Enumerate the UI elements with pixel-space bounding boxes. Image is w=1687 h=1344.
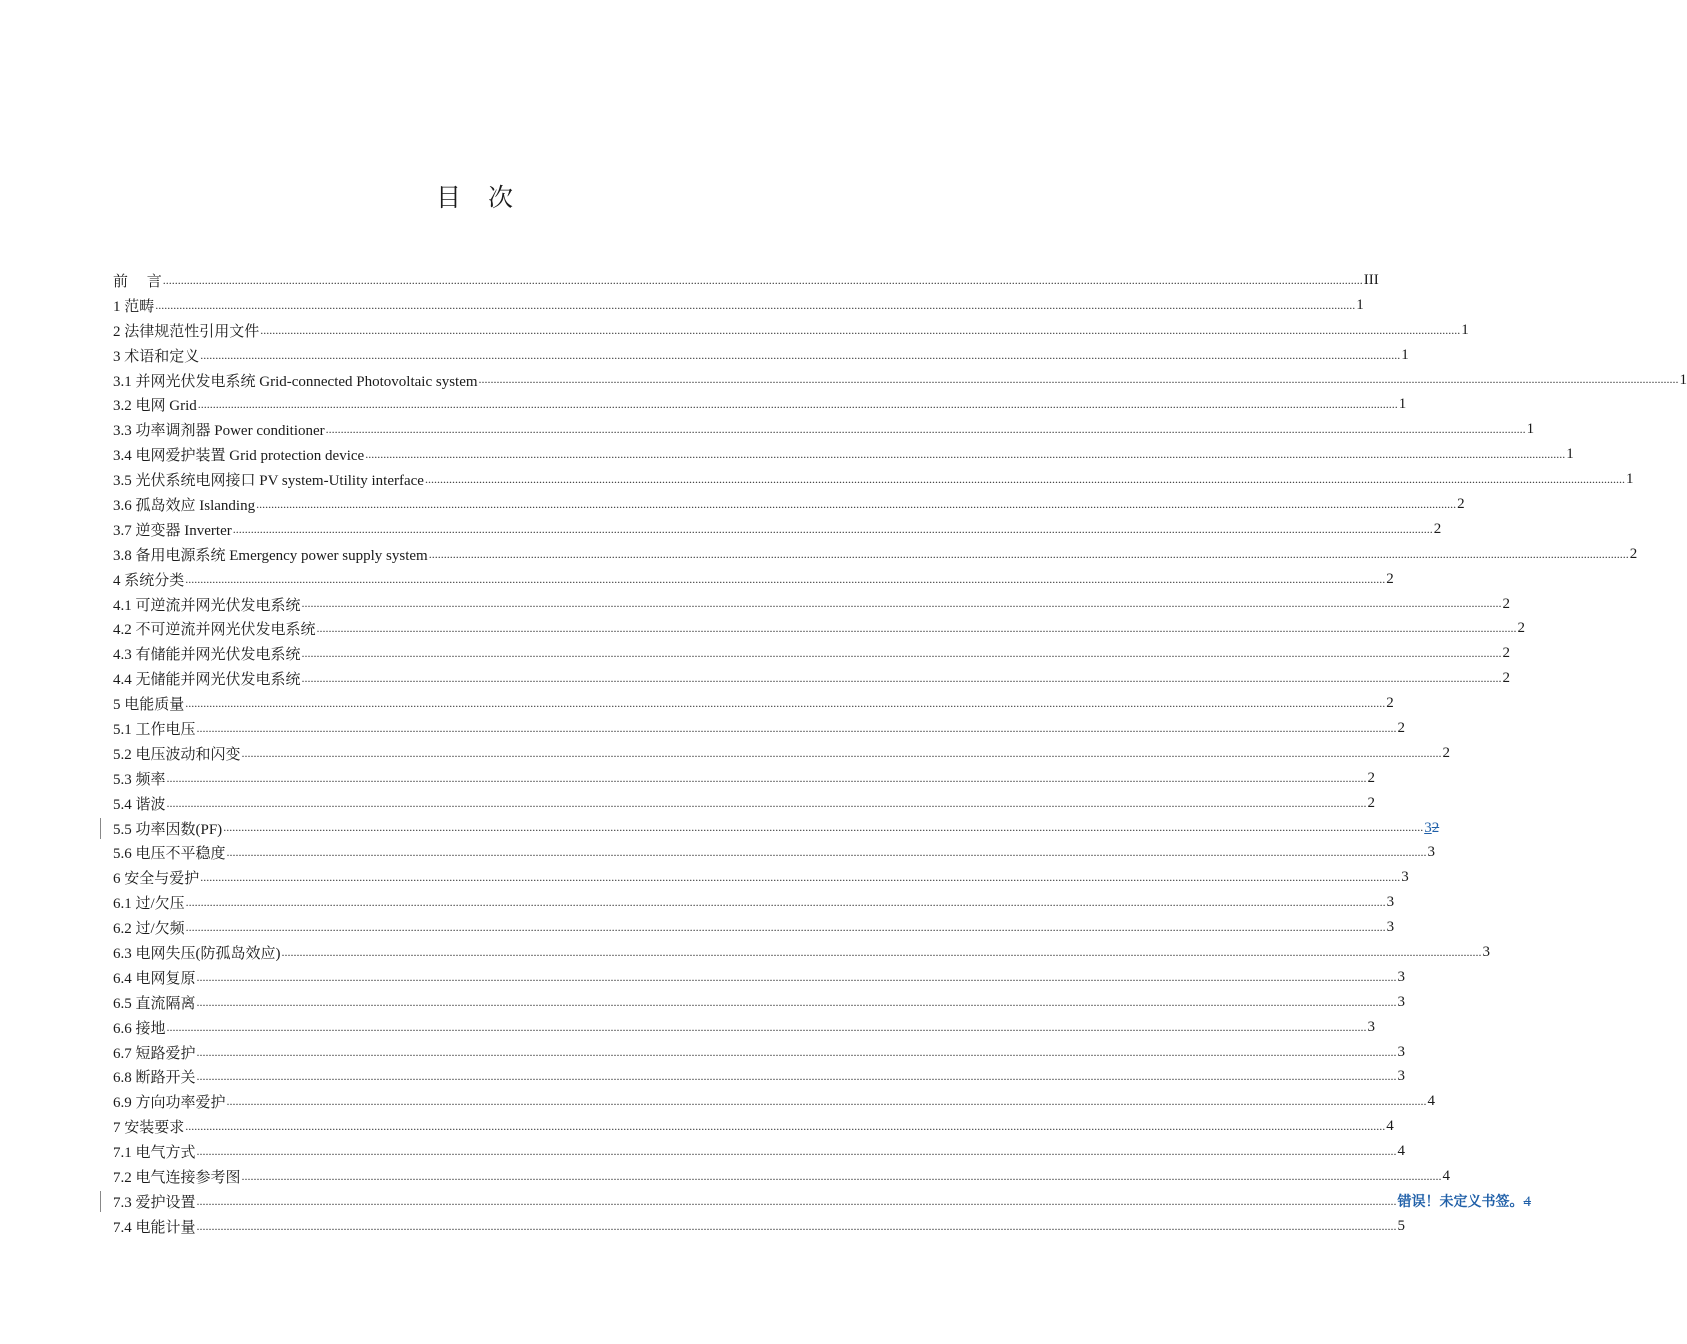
toc-entry[interactable] — [113, 716, 1406, 741]
toc-entry[interactable] — [113, 741, 1451, 766]
toc-entry[interactable] — [113, 517, 1442, 542]
toc-entry-label: 2 法律规范性引用文件 — [113, 323, 260, 340]
toc-entry[interactable] — [113, 542, 1638, 567]
dot-leader: ................................................................................................................................................................................................................................................................................................................................................................................................................ — [200, 347, 1401, 362]
toc-entry-page: 3 — [1397, 1043, 1406, 1060]
toc-entry-page: 2 — [1502, 670, 1511, 687]
toc-entry-page: 1 — [1461, 321, 1469, 338]
inserted-page-number: 3 — [1424, 819, 1432, 836]
dot-leader: ................................................................................................................................................................................................................................................................................................................................................................................................................ — [424, 472, 1625, 487]
toc-entry-label: 7 安装要求 — [113, 1120, 185, 1137]
toc-entry-label: 6.1 过/欠压 — [113, 896, 185, 913]
toc-entry[interactable] — [113, 492, 1465, 517]
toc-entry[interactable] — [113, 990, 1406, 1015]
toc-entry-label: 7.2 电气连接参考图 — [113, 1170, 241, 1186]
toc-entry[interactable] — [113, 1040, 1406, 1065]
toc-entry-page: 1 — [1566, 446, 1574, 463]
toc-entry[interactable] — [113, 641, 1511, 666]
toc-entry-label: 6.5 直流隔离 — [113, 995, 196, 1012]
toc-entry[interactable] — [113, 816, 1440, 841]
toc-entry[interactable] — [113, 766, 1376, 791]
toc-entry[interactable] — [113, 318, 1469, 343]
dot-leader: ................................................................................................................................................................................................................................................................................................................................................................................................................ — [155, 297, 1356, 312]
toc-entry-page: 3 — [1386, 894, 1395, 911]
toc-entry[interactable] — [113, 1139, 1406, 1164]
toc-entry[interactable] — [113, 791, 1376, 816]
toc-entry[interactable] — [113, 616, 1526, 641]
toc-entry-label: 前 言 — [113, 273, 162, 290]
dot-leader: ................................................................................................................................................................................................................................................................................................................................................................................................................ — [185, 895, 1386, 910]
toc-entry[interactable] — [113, 1065, 1406, 1090]
toc-entry-page: 1 — [1356, 296, 1364, 313]
toc-entry-label: 6.4 电网复原 — [113, 970, 196, 987]
dot-leader: ................................................................................................................................................................................................................................................................................................................................................................................................................ — [232, 521, 1433, 536]
toc-entry-page: 3 — [1397, 993, 1406, 1010]
toc-entry-page: 2 — [1629, 545, 1638, 562]
toc-entry-page: 4 — [1386, 1118, 1394, 1135]
toc-entry-label: 5.5 功率因数(PF) — [113, 821, 223, 838]
dot-leader: ................................................................................................................................................................................................................................................................................................................................................................................................................ — [301, 596, 1502, 611]
dot-leader: ................................................................................................................................................................................................................................................................................................................................................................................................................ — [166, 770, 1367, 785]
toc-entry-label: 3.1 并网光伏发电系统 Grid-connected Photovoltaic system — [113, 373, 478, 390]
dot-leader: ................................................................................................................................................................................................................................................................................................................................................................................................................ — [196, 1218, 1397, 1233]
toc-entry[interactable] — [113, 1015, 1376, 1040]
toc-entry-label: 3.2 电网 Grid — [113, 398, 197, 415]
dot-leader: ................................................................................................................................................................................................................................................................................................................................................................................................................ — [241, 745, 1442, 760]
toc-entry-label: 3.5 光伏系统电网接口 PV system-Utility interface — [113, 473, 424, 490]
dot-leader: ................................................................................................................................................................................................................................................................................................................................................................................................................ — [256, 496, 1457, 511]
toc-entry-label: 5 电能质量 — [113, 697, 185, 714]
toc-entry-label: 5.2 电压波动和闪变 — [113, 746, 241, 763]
dot-leader: ................................................................................................................................................................................................................................................................................................................................................................................................................ — [301, 671, 1502, 686]
toc-entry-label: 6.3 电网失压(防孤岛效应) — [113, 945, 281, 962]
toc-entry-page: 2 — [1386, 695, 1394, 712]
toc-entry-label: 5.4 谐波 — [113, 796, 166, 813]
toc-entry-page: 3 — [1397, 968, 1406, 985]
deleted-page-number: 2 — [1431, 819, 1440, 836]
deleted-page-number: 4 — [1523, 1194, 1532, 1211]
dot-leader: ................................................................................................................................................................................................................................................................................................................................................................................................................ — [197, 397, 1398, 412]
dot-leader: ................................................................................................................................................................................................................................................................................................................................................................................................................ — [196, 720, 1397, 735]
revision-bar — [100, 818, 101, 839]
dot-leader: ................................................................................................................................................................................................................................................................................................................................................................................................................ — [196, 1144, 1397, 1159]
dot-leader: ................................................................................................................................................................................................................................................................................................................................................................................................................ — [325, 422, 1526, 437]
toc-entry-label: 3 术语和定义 — [113, 348, 200, 365]
toc-entry-label: 5.6 电压不平稳度 — [113, 846, 226, 863]
toc-entry-label: 3.3 功率调剂器 Power conditioner — [113, 423, 325, 440]
toc-entry[interactable] — [113, 567, 1394, 592]
toc-entry-label: 7.4 电能计量 — [113, 1219, 196, 1236]
toc-entry[interactable] — [113, 392, 1407, 417]
toc-entry-label: 5.1 工作电压 — [113, 721, 196, 738]
toc-entry-label: 7.3 爱护设置 — [113, 1194, 196, 1211]
dot-leader: ................................................................................................................................................................................................................................................................................................................................................................................................................ — [316, 621, 1517, 636]
toc-entry-page — [1398, 1191, 1532, 1211]
toc-entry-label: 4.3 有储能并网光伏发电系统 — [113, 647, 301, 664]
dot-leader: ................................................................................................................................................................................................................................................................................................................................................................................................................ — [196, 1069, 1397, 1084]
dot-leader: ................................................................................................................................................................................................................................................................................................................................................................................................................ — [196, 994, 1397, 1009]
toc-entry-page: 2 — [1442, 744, 1451, 761]
toc-entry-page: 3 — [1427, 844, 1436, 861]
toc-entry-label: 7.1 电气方式 — [113, 1145, 196, 1162]
dot-leader: ................................................................................................................................................................................................................................................................................................................................................................................................................ — [200, 870, 1401, 885]
dot-leader: ................................................................................................................................................................................................................................................................................................................................................................................................................ — [196, 1193, 1397, 1208]
toc-entry-page: 4 — [1397, 1143, 1406, 1160]
toc-entry[interactable] — [113, 940, 1490, 965]
toc-entry-page: 2 — [1457, 495, 1465, 512]
dot-leader: ................................................................................................................................................................................................................................................................................................................................................................................................................ — [301, 646, 1502, 661]
toc-entry[interactable] — [113, 592, 1511, 617]
toc-entry-label: 6.7 短路爱护 — [113, 1045, 196, 1062]
toc-entry-page: 1 — [1526, 421, 1535, 438]
dot-leader: ................................................................................................................................................................................................................................................................................................................................................................................................................ — [241, 1168, 1442, 1183]
toc-entry-page: 2 — [1397, 719, 1406, 736]
dot-leader: ................................................................................................................................................................................................................................................................................................................................................................................................................ — [365, 447, 1566, 462]
dot-leader: ................................................................................................................................................................................................................................................................................................................................................................................................................ — [196, 969, 1397, 984]
toc-entry-label: 1 范畴 — [113, 298, 155, 315]
dot-leader: ................................................................................................................................................................................................................................................................................................................................................................................................................ — [185, 1119, 1386, 1134]
toc-entry-page: 3 — [1401, 869, 1409, 886]
bookmark-error-text: 错误！未定义书签。 — [1397, 1194, 1524, 1211]
dot-leader: ................................................................................................................................................................................................................................................................................................................................................................................................................ — [281, 944, 1482, 959]
toc-entry[interactable] — [113, 467, 1634, 492]
toc-entry-page: 3 — [1397, 1068, 1406, 1085]
toc-entry-label: 3.6 孤岛效应 Islanding — [113, 497, 256, 514]
toc-entry[interactable] — [113, 666, 1511, 691]
table-of-contents — [113, 268, 1687, 1239]
toc-entry-page: 3 — [1367, 1018, 1376, 1035]
toc-entry-label: 4.2 不可逆流并网光伏发电系统 — [113, 622, 316, 639]
toc-entry-label: 6 安全与爱护 — [113, 871, 200, 888]
dot-leader: ................................................................................................................................................................................................................................................................................................................................................................................................................ — [185, 696, 1386, 711]
toc-entry[interactable] — [113, 865, 1409, 890]
dot-leader: ................................................................................................................................................................................................................................................................................................................................................................................................................ — [223, 820, 1424, 835]
toc-entry[interactable] — [113, 1189, 1532, 1214]
toc-entry-page: 2 — [1502, 595, 1511, 612]
toc-entry-label: 6.2 过/欠频 — [113, 921, 185, 938]
toc-entry-label: 3.7 逆变器 Inverter — [113, 522, 232, 539]
dot-leader: ................................................................................................................................................................................................................................................................................................................................................................................................................ — [185, 571, 1386, 586]
toc-entry-page: 1 — [1398, 396, 1407, 413]
toc-entry-page: 2 — [1367, 769, 1376, 786]
dot-leader: ................................................................................................................................................................................................................................................................................................................................................................................................................ — [166, 795, 1367, 810]
dot-leader: ................................................................................................................................................................................................................................................................................................................................................................................................................ — [226, 845, 1427, 860]
dot-leader: ................................................................................................................................................................................................................................................................................................................................................................................................................ — [428, 546, 1629, 561]
dot-leader: ................................................................................................................................................................................................................................................................................................................................................................................................................ — [478, 372, 1679, 387]
page-title: 目 次 — [435, 183, 514, 212]
toc-entry[interactable] — [113, 1164, 1451, 1189]
toc-entry-label: 5.3 频率 — [113, 771, 166, 788]
dot-leader: ................................................................................................................................................................................................................................................................................................................................................................................................................ — [226, 1094, 1427, 1109]
toc-entry-label: 4.1 可逆流并网光伏发电系统 — [113, 597, 301, 614]
toc-entry[interactable] — [113, 343, 1409, 368]
dot-leader: ................................................................................................................................................................................................................................................................................................................................................................................................................ — [196, 1044, 1397, 1059]
toc-entry[interactable] — [113, 268, 1379, 293]
toc-entry-label: 4 系统分类 — [113, 572, 185, 589]
toc-entry-page: 4 — [1427, 1093, 1436, 1110]
dot-leader: ................................................................................................................................................................................................................................................................................................................................................................................................................ — [166, 1019, 1367, 1034]
toc-entry-page: 2 — [1386, 570, 1394, 587]
toc-entry-page: 5 — [1397, 1217, 1406, 1234]
toc-entry[interactable] — [113, 840, 1436, 865]
toc-entry-page — [1424, 820, 1439, 837]
toc-entry-label: 6.8 断路开关 — [113, 1070, 196, 1087]
toc-entry-label: 3.4 电网爱护装置 Grid protection device — [113, 448, 365, 465]
toc-entry[interactable] — [113, 417, 1535, 442]
dot-leader: ................................................................................................................................................................................................................................................................................................................................................................................................................ — [162, 272, 1363, 287]
toc-entry-label: 3.8 备用电源系统 Emergency power supply system — [113, 547, 428, 564]
toc-entry[interactable] — [113, 442, 1574, 467]
toc-entry-page: III — [1363, 271, 1379, 288]
toc-entry-label: 4.4 无储能并网光伏发电系统 — [113, 672, 301, 689]
toc-entry[interactable] — [113, 1089, 1436, 1114]
toc-entry[interactable] — [113, 965, 1406, 990]
toc-entry-page: 1 — [1625, 471, 1634, 488]
toc-entry[interactable] — [113, 691, 1394, 716]
toc-entry-page: 2 — [1502, 645, 1511, 662]
toc-entry-page: 1 — [1679, 371, 1687, 388]
revision-bar — [100, 1191, 101, 1212]
dot-leader: ................................................................................................................................................................................................................................................................................................................................................................................................................ — [260, 322, 1461, 337]
toc-entry[interactable] — [113, 293, 1364, 318]
toc-entry-page: 3 — [1482, 943, 1490, 960]
toc-entry-label: 6.9 方向功率爱护 — [113, 1095, 226, 1112]
toc-entry-label: 6.6 接地 — [113, 1020, 166, 1037]
toc-entry-page: 2 — [1367, 794, 1376, 811]
toc-entry-page: 1 — [1401, 346, 1409, 363]
toc-entry-page: 3 — [1386, 919, 1395, 936]
toc-entry-page: 4 — [1442, 1168, 1451, 1184]
toc-entry[interactable] — [113, 368, 1687, 393]
toc-entry[interactable] — [113, 890, 1395, 915]
dot-leader: ................................................................................................................................................................................................................................................................................................................................................................................................................ — [185, 920, 1386, 935]
toc-entry[interactable] — [113, 915, 1395, 940]
toc-entry-page: 2 — [1433, 520, 1442, 537]
toc-entry[interactable] — [113, 1114, 1394, 1139]
toc-entry[interactable] — [113, 1214, 1406, 1239]
toc-entry-page: 2 — [1517, 620, 1526, 637]
